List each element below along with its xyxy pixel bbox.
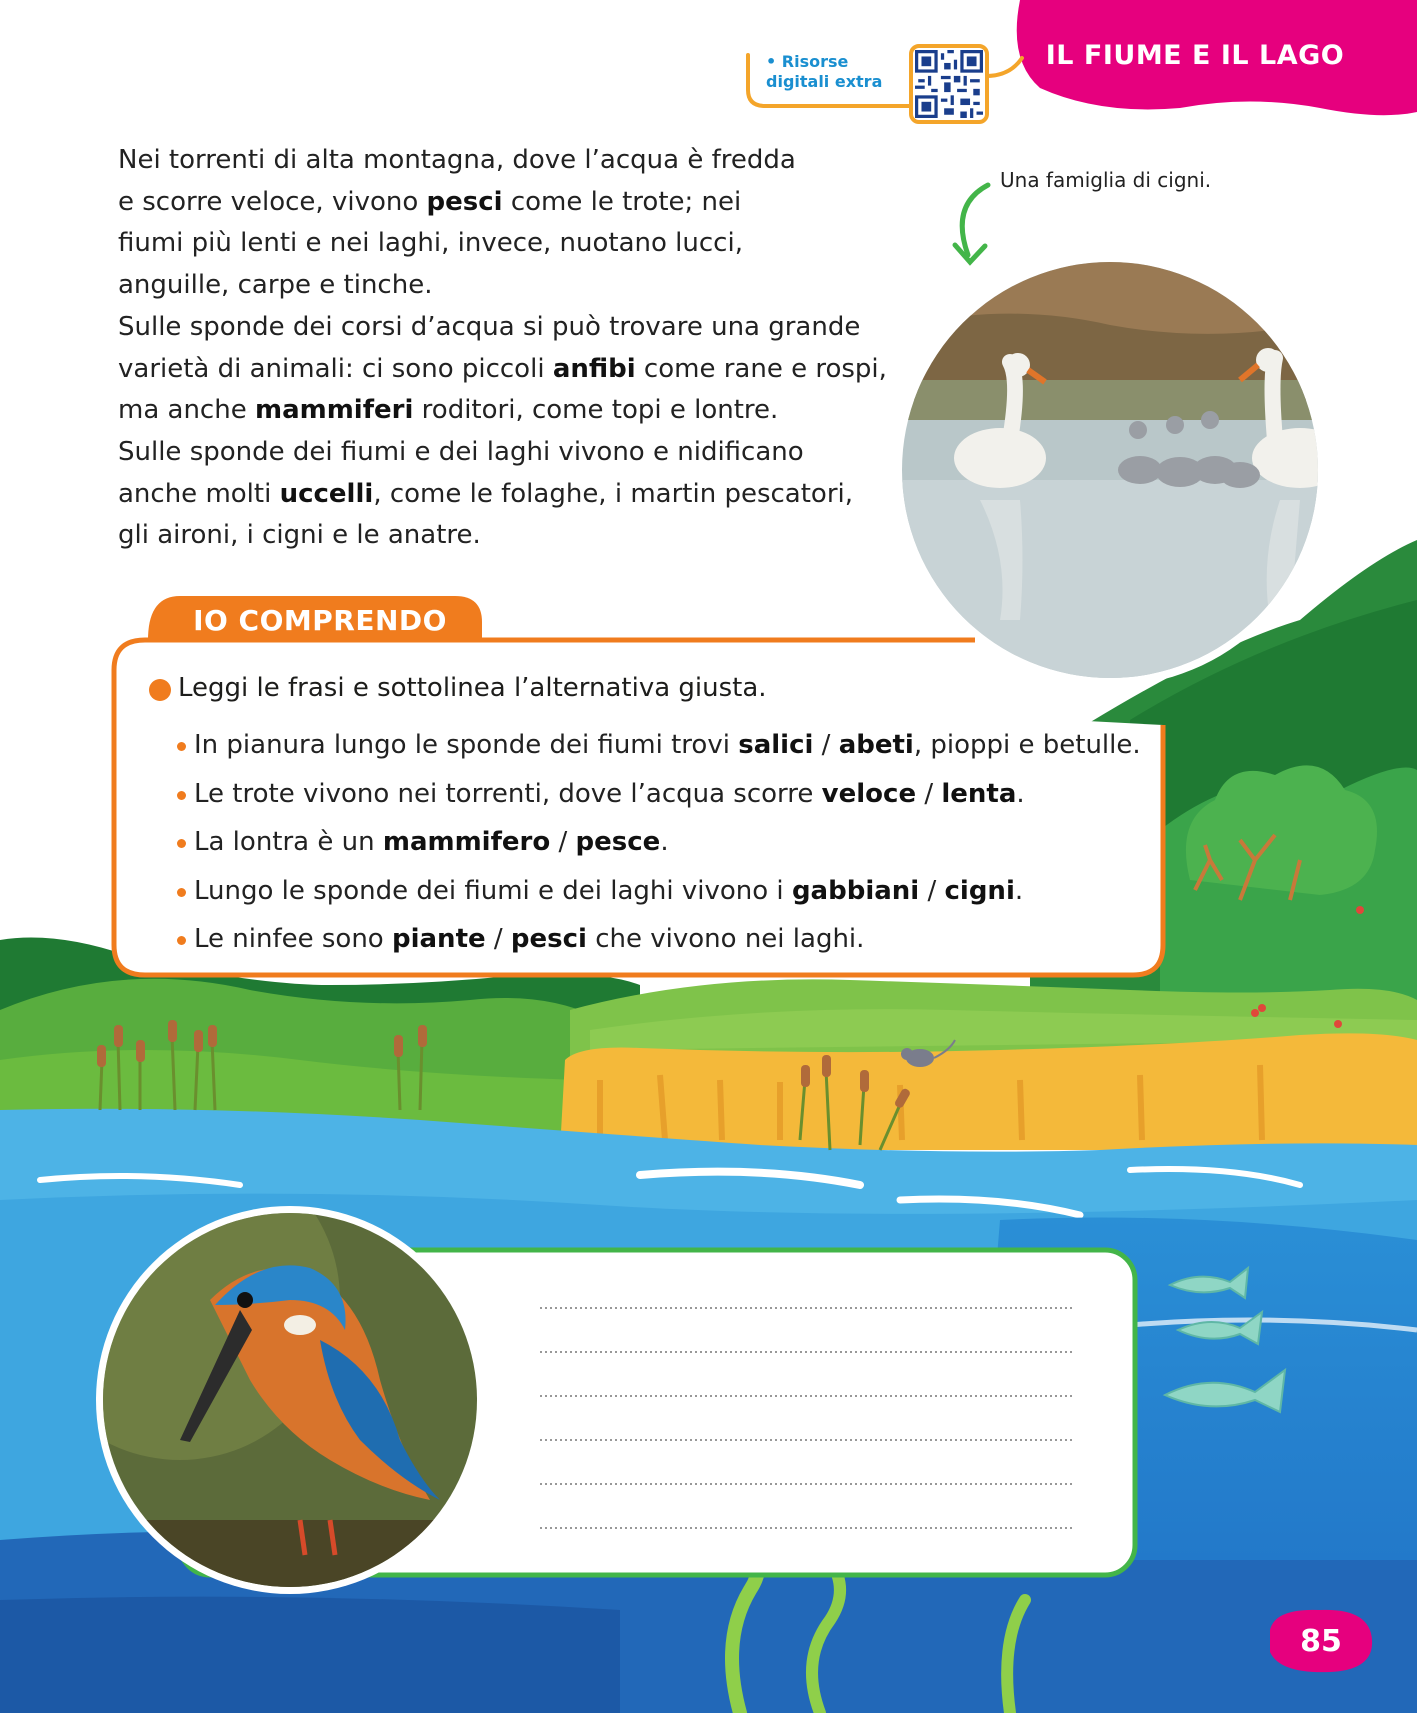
digital-resources-link[interactable] [766, 52, 882, 92]
swan-photo-caption: Una famiglia di cigni. [1000, 168, 1212, 192]
resources-label-line1: • Risorse [766, 52, 849, 71]
resources-label-line2: digitali extra [766, 72, 883, 91]
option-b[interactable]: cigni [944, 875, 1015, 906]
activity-tab-label: IO COMPRENDO [193, 604, 447, 637]
keyword-anfibi: anfibi [552, 353, 636, 384]
qr-code-icon[interactable] [915, 50, 983, 118]
option-b[interactable]: abeti [838, 730, 914, 760]
exercise-item: In pianura lungo le sponde dei fiumi trovi salici / abeti, pioppi e betulle. [176, 725, 1141, 774]
exercise-list [176, 725, 1141, 968]
option-b[interactable]: pesci [510, 924, 587, 954]
paragraph-animals: Sulle sponde dei corsi d’acqua si può trovare una grande varietà di animali: ci sono piccoli anfibi come rane e rospi, ma anche mammiferi roditori, come topi e lontre. [118, 311, 887, 426]
activity-instruction: Leggi le frasi e sottolinea l’alternativa giusta. [178, 673, 767, 703]
paragraph-fish: Nei torrenti di alta montagna, dove l’acqua è fredda e scorre veloce, vivono pesci come le trote; nei fiumi più lenti e nei laghi, invece, nuotano lucci, anguille, carpe e tinche. [118, 145, 796, 301]
page-number: 85 [1300, 1624, 1342, 1659]
exercise-item: La lontra è un mammifero / pesce. [176, 822, 1141, 871]
keyword-uccelli: uccelli [279, 478, 374, 509]
option-a[interactable]: piante [391, 924, 486, 954]
paragraph-birds: Sulle sponde dei fiumi e dei laghi vivono e nidificano anche molti uccelli, come le folaghe, i martin pescatori, gli aironi, i cigni e le anatre. [118, 436, 853, 551]
option-a[interactable]: salici [738, 730, 814, 760]
option-a[interactable]: mammifero [382, 827, 551, 857]
exercise-item: Le ninfee sono piante / pesci che vivono nei laghi. [176, 919, 1141, 968]
exercise-item: Le trote vivono nei torrenti, dove l’acqua scorre veloce / lenta. [176, 774, 1141, 823]
option-b[interactable]: lenta [941, 778, 1017, 809]
section-title: IL FIUME E IL LAGO [1045, 40, 1345, 71]
option-a[interactable]: veloce [821, 778, 917, 809]
exercise-item: Lungo le sponde dei fiumi e dei laghi vivono i gabbiani / cigni. [176, 871, 1141, 920]
keyword-mammiferi: mammiferi [254, 395, 414, 426]
option-b[interactable]: pesce [575, 827, 661, 857]
keyword-pesci: pesci [426, 186, 503, 217]
writing-lines-area[interactable] [540, 1285, 1072, 1535]
option-a[interactable]: gabbiani [791, 875, 920, 906]
main-text [118, 140, 908, 557]
